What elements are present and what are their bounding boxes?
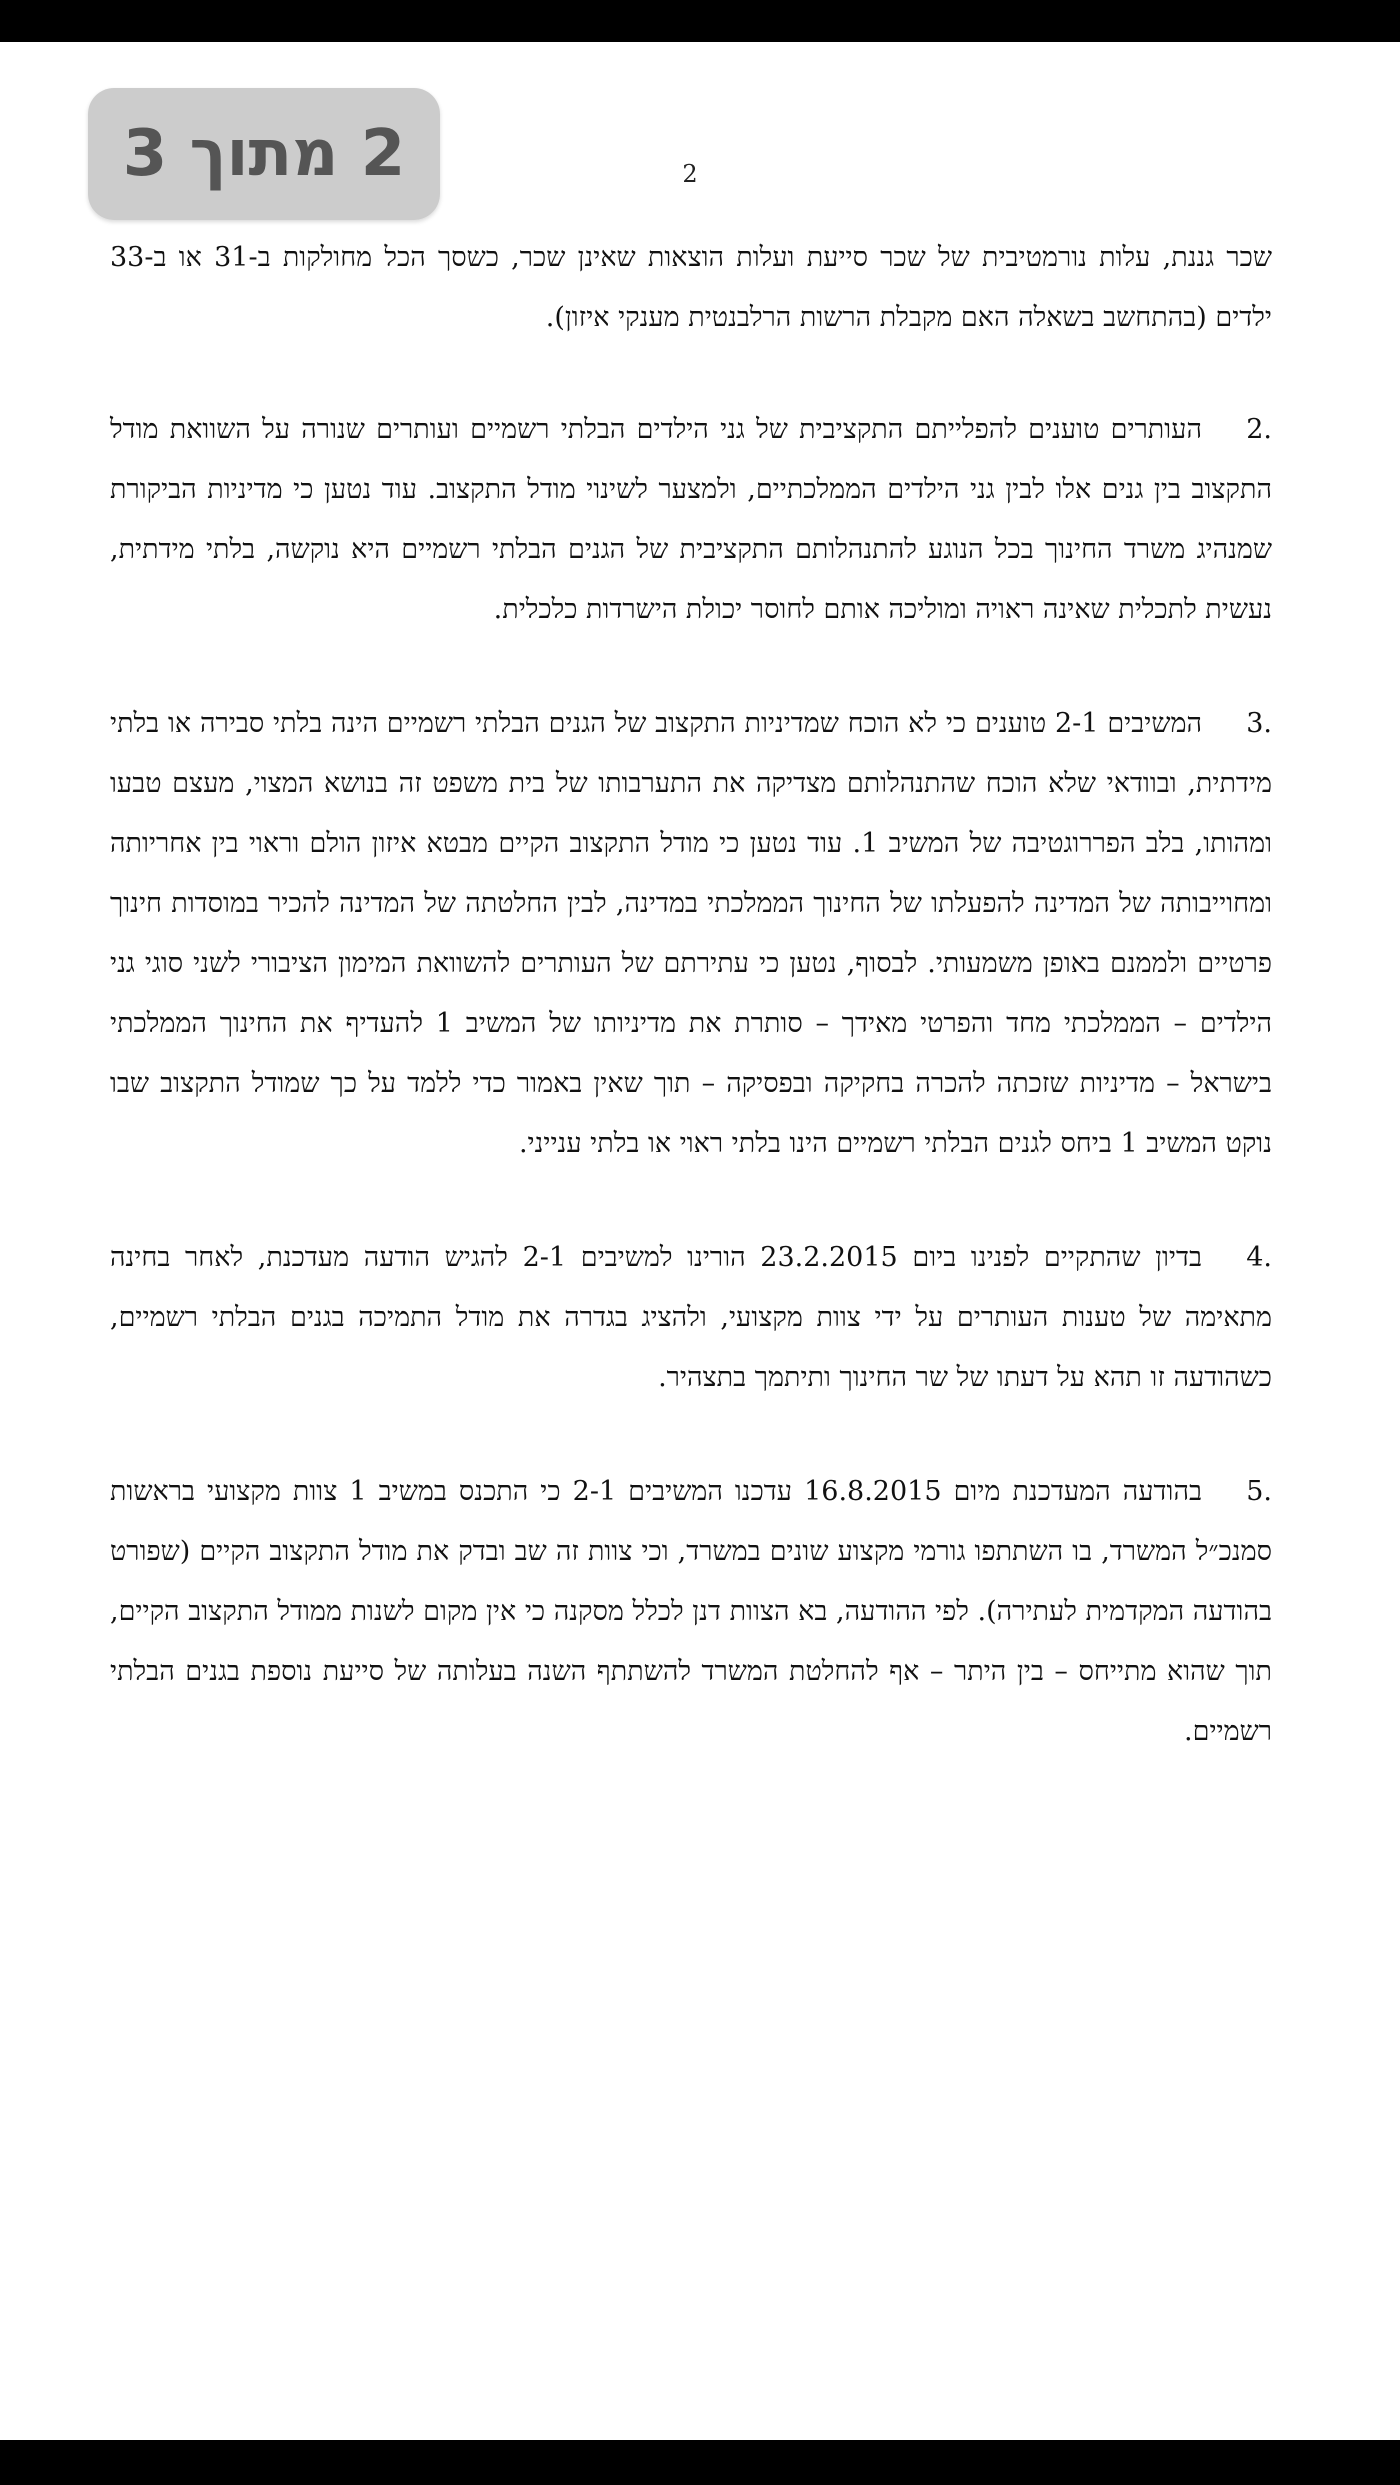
paragraph-text: בהודעה המעדכנת מיום 16.8.2015 עדכנו המשיבים 2-1 כי התכנס במשיב 1 צוות מקצועי בראשות סמנכ״ל המשרד, בו השתתפו גורמי מקצוע שונים במשרד, וכי צוות זה שב ובדק את מודל התקצוב הקיים (שפורט בהודעה המקדמית לעתירה). לפי ההודעה, בא הצוות דנן לכלל מסקנה כי אין מקום לשנות ממודל התקצוב הקיים, תוך שהוא מתייחס – בין היתר – אף להחלטת המשרד להשתתף השנה בעלותה של סייעת נוספת בגנים הבלתי רשמיים. (110, 1476, 1272, 1747)
paragraph-number: .2 (1246, 414, 1272, 445)
paragraph-number: .3 (1246, 708, 1272, 739)
bottom-black-bar (0, 2440, 1400, 2485)
paragraph-text: בדיון שהתקיים לפנינו ביום 23.2.2015 הורינו למשיבים 2-1 להגיש הודעה מעדכנת, לאחר בחינה מתאימה של טענות העותרים על ידי צוות מקצועי, ולהציג בגדרה את מודל התמיכה בגנים הבלתי רשמיים, כשהודעה זו תהא על דעתו של שר החינוך ותיתמך בתצהיר. (110, 1242, 1272, 1393)
page-indicator-badge: 2 מתוך 3 (88, 88, 440, 220)
document-page (0, 42, 1400, 2440)
paragraph-3 (110, 694, 1272, 1174)
top-black-bar (0, 0, 1400, 42)
paragraph-text: המשיבים 2-1 טוענים כי לא הוכח שמדיניות התקצוב של הגנים הבלתי רשמיים הינה בלתי סבירה או בלתי מידתית, ובוודאי שלא הוכח שהתנהלותם מצדיקה את התערבותו של בית משפט זה בנושא המצוי, מעצם טבעו ומהותו, בלב הפררוגטיבה של המשיב 1. עוד נטען כי מודל התקצוב הקיים מבטא איזון הולם וראוי בין אחריותה ומחוייבותה של המדינה להפעלתו של החינוך הממלכתי במדינה, לבין החלטתה של המדינה להכיר במוסדות חינוך פרטיים ולממנם באופן משמעותי. לבסוף, נטען כי עתירתם של העותרים להשוואת המימון הציבורי לשני סוגי גני הילדים – הממלכתי מחד והפרטי מאידך – סותרת את מדיניותו של המשיב 1 להעדיף את החינוך הממלכתי בישראל – מדיניות שזכתה להכרה בחקיקה ובפסיקה – תוך שאין באמור כדי ללמד על כך שמודל התקצוב שבו נוקט המשיב 1 ביחס לגנים הבלתי רשמיים הינו בלתי ראוי או בלתי ענייני. (110, 708, 1272, 1159)
paragraph-text: שכר גננת, עלות נורמטיבית של שכר סייעת ועלות הוצאות שאינן שכר, כשסך הכל מחולקות ב-31 או ב-33 ילדים (בהתחשב בשאלה האם מקבלת הרשות הרלבנטית מענקי איזון). (110, 242, 1272, 333)
document-body (110, 228, 1272, 1816)
paragraph-number: .4 (1246, 1242, 1272, 1273)
page-number: 2 (682, 160, 698, 188)
paragraph-2 (110, 400, 1272, 640)
paragraph-4 (110, 1228, 1272, 1408)
paragraph-number: .5 (1246, 1476, 1272, 1507)
paragraph-5 (110, 1462, 1272, 1762)
paragraph-continuation (110, 228, 1272, 348)
paragraph-text: העותרים טוענים להפלייתם התקציבית של גני הילדים הבלתי רשמיים ועותרים שנורה על השוואת מודל התקצוב בין גנים אלו לבין גני הילדים הממלכתיים, ולמצער לשינוי מודל התקצוב. עוד נטען כי מדיניות הביקורת שמנהיג משרד החינוך בכל הנוגע להתנהלותם התקציבית של הגנים הבלתי רשמיים היא נוקשה, בלתי מידתית, נעשית לתכלית שאינה ראויה ומוליכה אותם לחוסר יכולת הישרדות כלכלית. (110, 414, 1272, 625)
